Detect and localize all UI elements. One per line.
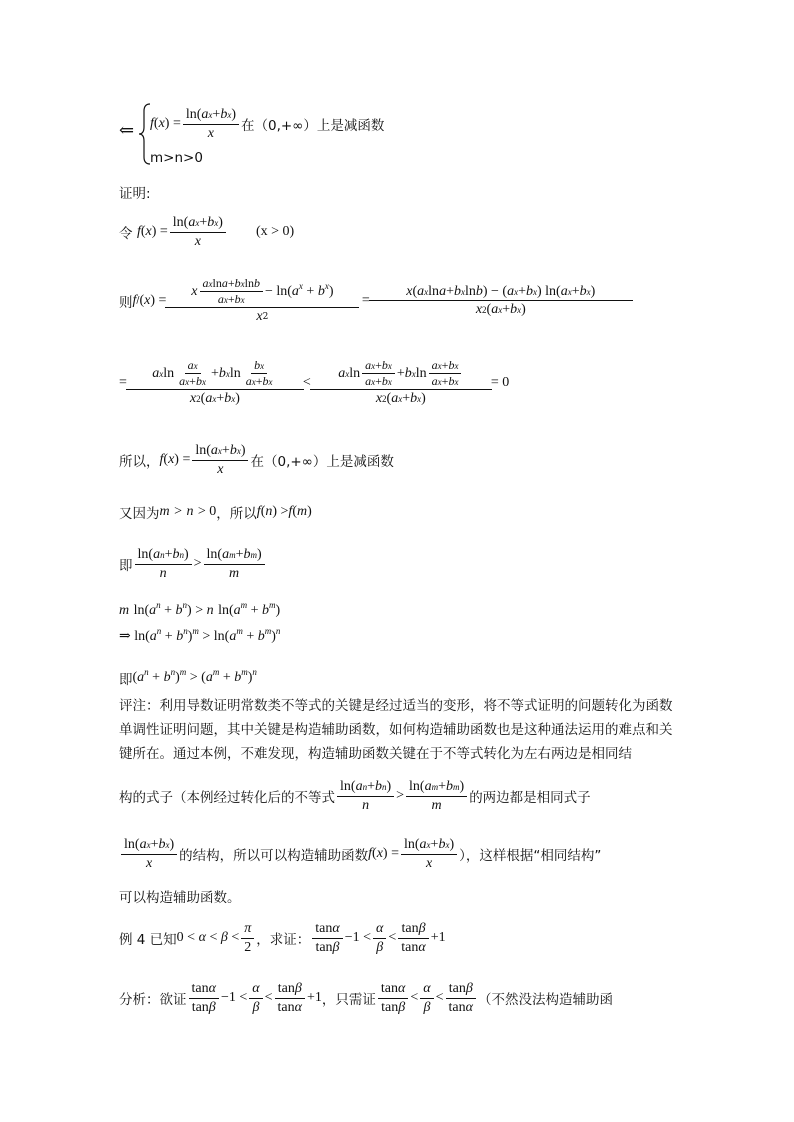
comment-line-4: 可以构造辅助函数。	[119, 890, 241, 906]
line-also-because: 又因为 m > n > 0 ，所以 f ( n ) > f ( m )	[119, 504, 312, 522]
implies-arrow: ⇐	[119, 120, 135, 141]
line-ie-fraction: 即 ln( a n + b n ) n > ln( a m + b m ) m	[119, 546, 267, 582]
line-implies-powers: ⇒ $\ln(a^n + b^n)^m > \ln(a^m + b^m)^n$	[119, 626, 281, 644]
comment-line-2: 构的式子（本例经过转化后的不等式 ln( a n + b n ) n > ln( a m + b m ) m 的两边都是相同式子	[119, 779, 591, 813]
proof-label: 证明:	[119, 186, 151, 202]
line-let-fx: 令 f ( x ) = ln( a x + b x ) x (x > 0)	[119, 215, 295, 249]
line-m-ln: m $\ln(a^n + b^n)$ > n $\ln(a^m + b^m)$	[119, 600, 281, 618]
analysis-line: 分析：欲证 tan α tan β −1 < α β < tan β tan α +1 ，只需证 tan α tan β < α β < tan β tan α （不然没法构造辅助函	[119, 981, 614, 1015]
line-ie-final: 即 $(a^n + b^n)^m > (a^m + b^m)^n$	[119, 667, 257, 688]
line-inequality-zero: = a x ln a x a x + b x + b x ln b x a x + b x x 2 ( a x + b x ) < a x ln a x + b x a x + b x + b x ln a x + b x a x + b x x 2 ( a x + b x ) = 0	[119, 358, 510, 406]
comment-line-3: ln( a x + b x ) x 的结构，所以可以构造辅助函数 f ( x ) = ln( a x + b x ) x ），这样根据“相同结构”	[119, 836, 601, 872]
line-fx-definition: f ( x ) = ln( a x + b x ) x 在（0,+∞）上是减函数	[150, 107, 385, 141]
domain-condition: (x > 0)	[255, 224, 295, 239]
condition-m-n: m>n>0	[150, 150, 203, 166]
line-so-decreasing: 所以， f ( x ) = ln( a x + b x ) x 在（0,+∞）上是减函数	[119, 443, 394, 477]
line-derivative: 则 f / ( x ) = x a x ln a + b x ln b a x + b x − $\ln(a^x + b^x)$ x 2 = x ( a x ln a + b x ln b ) − ( a x + b x ) ln( a x + b x ) x 2 ( a x + b x )	[119, 276, 632, 326]
comment-paragraph: 评注：利用导数证明常数类不等式的关键是经过适当的变形，将不等式证明的问题转化为函数单调性证明问题，其中关键是构造辅助函数，如何构造辅助函数也是这种通法运用的难点和关键所在。通过本例，不难发现，构造辅助函数关键在于不等式转化为左右两边是相同结	[119, 698, 673, 762]
example-4: 例 4 已知 0 < α < β < π 2 ，求证： tan α tan β −1 < α β < tan β tan α +1	[119, 921, 446, 955]
decreasing-statement: 在（0,+∞）上是减函数	[240, 118, 385, 134]
